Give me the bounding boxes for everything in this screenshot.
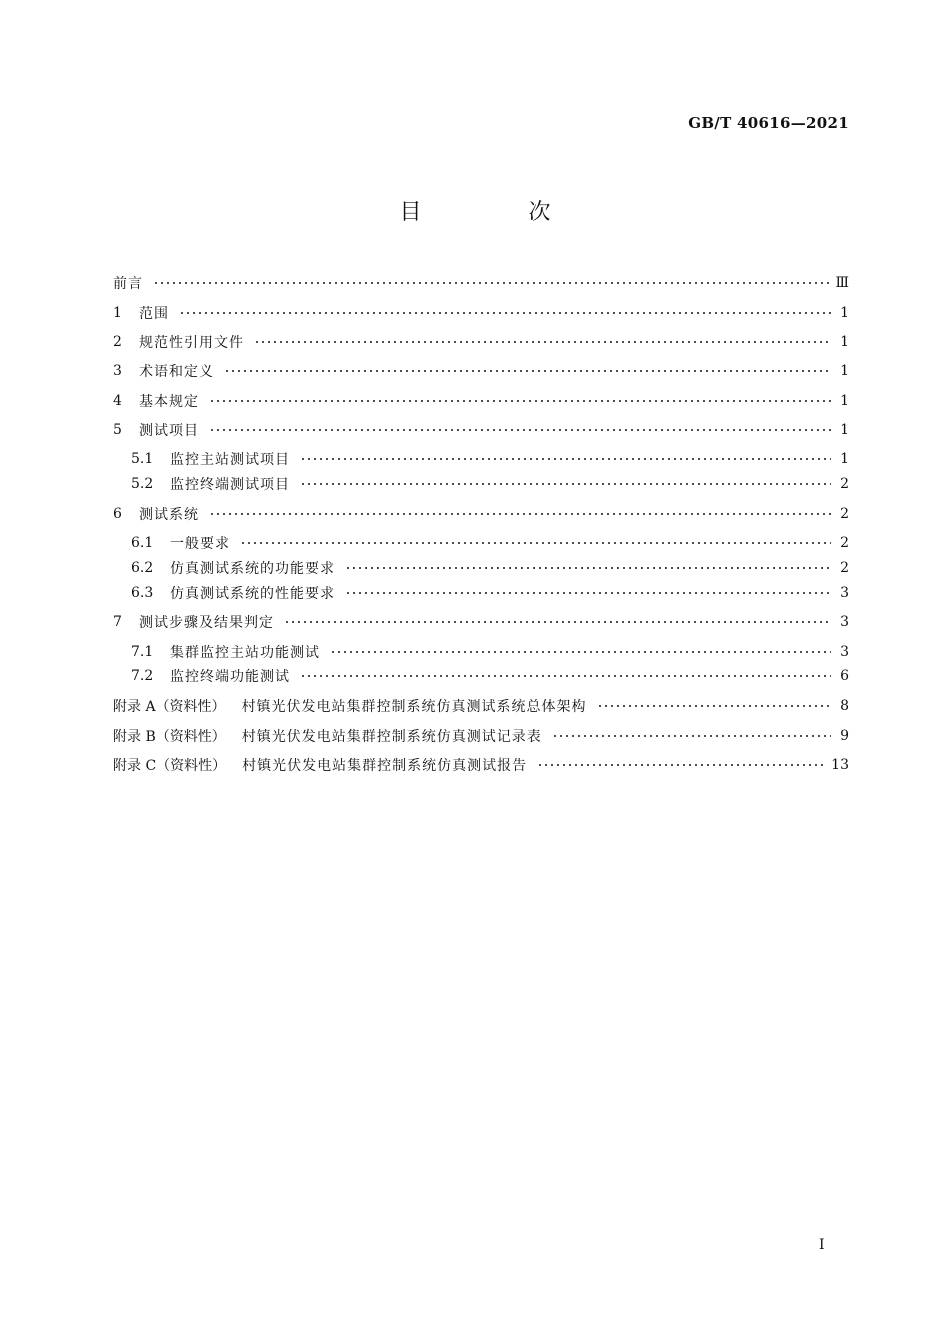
toc-entry-6-1[interactable] (131, 532, 849, 554)
leader-dots (552, 734, 831, 738)
toc-entry-number: 5.1 (131, 451, 154, 467)
toc-entry-7[interactable] (113, 611, 849, 633)
toc-entry-number: 3 (113, 363, 122, 379)
toc-entry-7-1[interactable] (131, 641, 849, 663)
toc-entry-label: 测试系统 (139, 507, 199, 523)
standard-code: GB/T 40616—2021 (688, 114, 849, 132)
leader-dots (300, 457, 831, 461)
page-number: Ⅰ (819, 1237, 825, 1253)
leader-dots (209, 512, 831, 516)
toc-entry-number: 6 (113, 506, 122, 522)
toc-entry-number: 6.1 (131, 535, 154, 551)
toc-entry-label: 术语和定义 (139, 364, 214, 380)
toc-entry-5-1[interactable] (131, 448, 849, 470)
toc-entry-number: 5.2 (131, 476, 154, 492)
toc-entry-page: 2 (840, 560, 849, 576)
toc-entry-number: 5 (113, 422, 122, 438)
leader-dots (179, 311, 831, 315)
toc-entry-6[interactable] (113, 503, 849, 525)
toc-entry-foreword[interactable] (113, 272, 849, 294)
toc-entry-number: 2 (113, 334, 122, 350)
toc-entry-page: 9 (840, 728, 849, 744)
toc-entry-label: 仿真测试系统的性能要求 (170, 586, 335, 602)
toc-entry-page: 13 (831, 757, 849, 773)
toc-entry-label: 集群监控主站功能测试 (170, 645, 320, 661)
toc-entry-appendix-a[interactable] (113, 695, 849, 717)
toc-entry-5[interactable] (113, 419, 849, 441)
toc-entry-page: 1 (840, 363, 849, 379)
toc-entry-label: 监控终端测试项目 (170, 477, 290, 493)
toc-entry-5-2[interactable] (131, 473, 849, 495)
toc-entry-appendix-c[interactable] (113, 754, 849, 776)
toc-entry-3[interactable] (113, 360, 849, 382)
toc-entry-number: 7 (113, 614, 122, 630)
toc-entry-page: 1 (840, 451, 849, 467)
toc-entry-page: Ⅲ (835, 275, 849, 291)
toc-entry-number: 7.2 (131, 668, 154, 684)
leader-dots (240, 541, 831, 545)
toc-entry-6-3[interactable] (131, 582, 849, 604)
toc-entry-number: 1 (113, 305, 122, 321)
leader-dots (330, 650, 831, 654)
toc-entry-label: 监控终端功能测试 (170, 669, 290, 685)
leader-dots (300, 674, 831, 678)
toc-entry-label: 监控主站测试项目 (170, 452, 290, 468)
toc-entry-7-2[interactable] (131, 665, 849, 687)
toc-entry-number: 6.3 (131, 585, 154, 601)
toc-entry-number: 7.1 (131, 644, 154, 660)
toc-entry-label: 规范性引用文件 (139, 335, 244, 351)
toc-entry-label: 前言 (113, 276, 143, 292)
toc-entry-page: 1 (840, 334, 849, 350)
toc-entry-appendix-b[interactable] (113, 725, 849, 747)
toc-entry-page: 3 (840, 614, 849, 630)
toc-entry-page: 3 (840, 585, 849, 601)
toc-entry-6-2[interactable] (131, 557, 849, 579)
toc-entry-label: 村镇光伏发电站集群控制系统仿真测试记录表 (241, 729, 542, 745)
toc-entry-page: 1 (840, 305, 849, 321)
toc-entry-label: 一般要求 (170, 536, 230, 552)
toc-entry-number: 4 (113, 393, 122, 409)
toc-entry-label: 测试步骤及结果判定 (139, 615, 274, 631)
leader-dots (224, 369, 831, 373)
toc-entry-label: 范围 (139, 306, 169, 322)
leader-dots (254, 340, 831, 344)
toc-entry-label: 村镇光伏发电站集群控制系统仿真测试报告 (242, 758, 528, 774)
toc-entry-number: 附录 A（资料性） (113, 699, 226, 715)
leader-dots (300, 482, 831, 486)
leader-dots (209, 399, 831, 403)
toc-entry-number: 附录 C（资料性） (113, 758, 227, 774)
toc-entry-1[interactable] (113, 302, 849, 324)
leader-dots (209, 428, 831, 432)
toc-entry-page: 8 (840, 698, 849, 714)
toc-entry-page: 2 (840, 535, 849, 551)
toc-entry-2[interactable] (113, 331, 849, 353)
toc-entry-page: 6 (840, 668, 849, 684)
toc-entry-label: 基本规定 (139, 394, 199, 410)
leader-dots (597, 704, 831, 708)
toc-entry-label: 仿真测试系统的功能要求 (170, 561, 335, 577)
toc-entry-number: 附录 B（资料性） (113, 729, 226, 745)
toc-entry-page: 1 (840, 422, 849, 438)
leader-dots (345, 566, 831, 570)
leader-dots (345, 591, 831, 595)
leader-dots (153, 281, 829, 285)
leader-dots (284, 620, 831, 624)
toc-entry-page: 1 (840, 393, 849, 409)
toc-entry-4[interactable] (113, 390, 849, 412)
toc-entry-page: 3 (840, 644, 849, 660)
leader-dots (537, 763, 825, 767)
toc-entry-page: 2 (840, 506, 849, 522)
toc-entry-page: 2 (840, 476, 849, 492)
page-title: 目 次 (399, 200, 601, 225)
toc-entry-number: 6.2 (131, 560, 154, 576)
toc-entry-label: 村镇光伏发电站集群控制系统仿真测试系统总体架构 (241, 699, 587, 715)
toc-entry-label: 测试项目 (139, 423, 199, 439)
